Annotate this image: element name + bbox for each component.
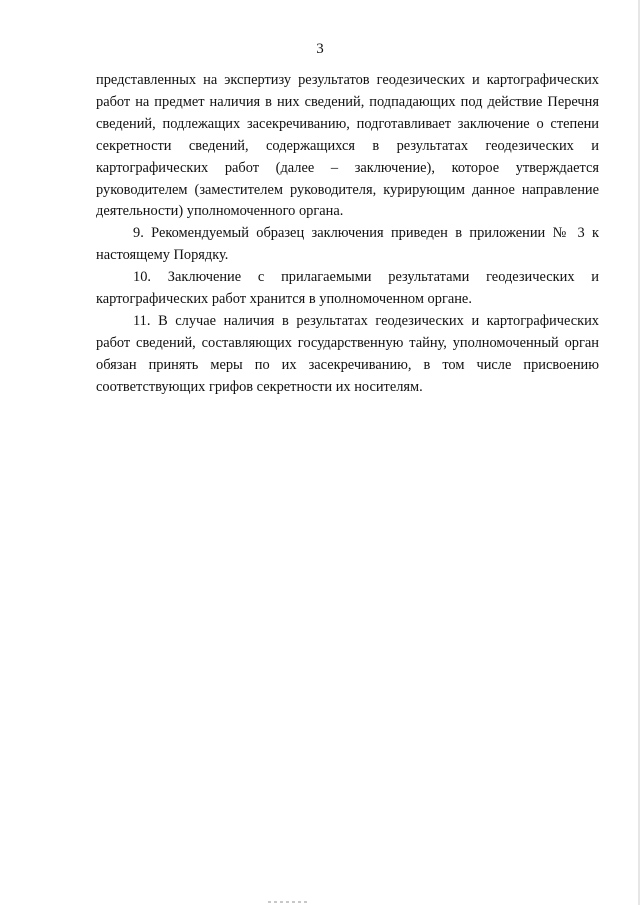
paragraph-item-9: 9. Рекомендуемый образец заключения приведен в приложении № 3 к настоящему Порядку. [96,225,599,264]
paragraph-item-11: 11. В случае наличия в результатах геодезических и картографических работ сведений, составляющих государственную тайну, уполномоченный орган обязан принять меры по их засекречиванию, в том числе присвоению соответствующих грифов секретности их носителям. [96,312,599,395]
paragraph-continuation: представленных на экспертизу результатов геодезических и картографических работ на предмет наличия в них сведений, подпадающих под действие Перечня сведений, подлежащих засекречиванию, подготавливает заключение о степени секретности сведений, содержащихся в результатах геодезических и картографических работ (далее – заключение), которое утверждается руководителем (заместителем руководителя, курирующим данное направление деятельности) уполномоченного органа. [96,72,599,220]
page-number: 3 [316,41,324,57]
scan-artifact-mark [268,901,308,903]
paragraph-item-10: 10. Заключение с прилагаемыми результатами геодезических и картографических работ хранится в уполномоченном органе. [96,269,599,308]
document-body [96,70,599,399]
